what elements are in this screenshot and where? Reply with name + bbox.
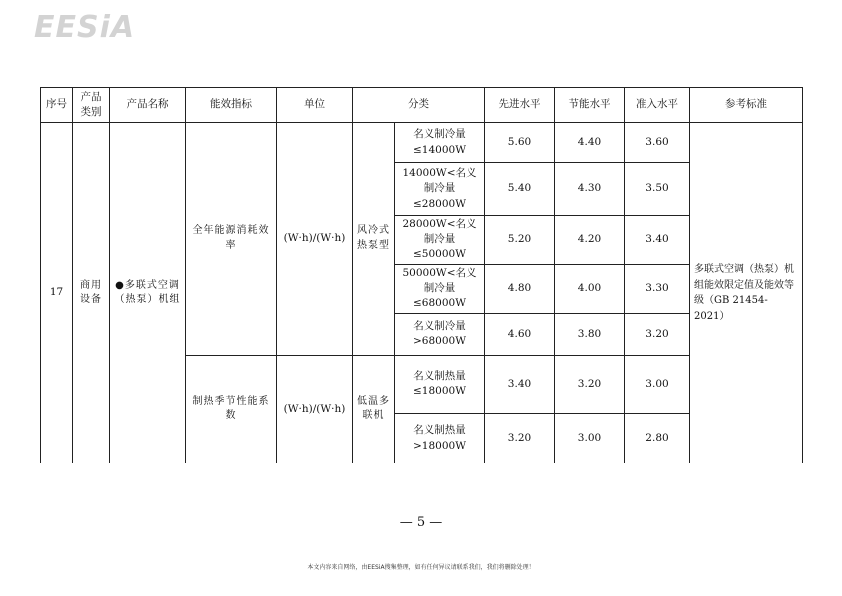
row-product-name: ●多联式空调（热泵）机组 [110, 123, 186, 464]
class-cell: 28000W<名义制冷量≤50000W [395, 215, 485, 264]
saving-value: 4.20 [555, 215, 625, 264]
reference-standard: 多联式空调（热泵）机组能效限定值及能效等级（GB 21454-2021） [690, 123, 803, 464]
indicator-heating: 制热季节性能系数 [186, 355, 277, 463]
advanced-value: 3.20 [485, 414, 555, 463]
class-cell: 14000W<名义制冷量≤28000W [395, 163, 485, 215]
unit-heating: (W·h)/(W·h) [277, 355, 353, 463]
header-energy-saving: 节能水平 [555, 88, 625, 123]
class-cell: 名义制热量≤18000W [395, 355, 485, 413]
saving-value: 4.30 [555, 163, 625, 215]
class-cell: 名义制冷量≤14000W [395, 123, 485, 163]
header-row [41, 88, 803, 123]
saving-value: 3.00 [555, 414, 625, 463]
table-row [41, 123, 803, 163]
footer-notice: 本文内容来自网络，由EESiA搜集整理，如有任何异议请联系我们，我们将删除处理！ [307, 564, 535, 571]
saving-value: 3.80 [555, 313, 625, 355]
access-value: 3.30 [625, 264, 690, 313]
access-value: 3.00 [625, 355, 690, 413]
class-cell: 名义制热量>18000W [395, 414, 485, 463]
advanced-value: 4.60 [485, 313, 555, 355]
header-classification: 分类 [353, 88, 485, 123]
unit-annual: (W·h)/(W·h) [277, 123, 353, 356]
energy-efficiency-table [40, 87, 803, 463]
saving-value: 4.00 [555, 264, 625, 313]
advanced-value: 5.60 [485, 123, 555, 163]
saving-value: 3.20 [555, 355, 625, 413]
brand-logo: EESiA [34, 10, 136, 45]
advanced-value: 4.80 [485, 264, 555, 313]
page-number: — 5 — [399, 515, 443, 530]
class-cell: 名义制冷量>68000W [395, 313, 485, 355]
indicator-annual: 全年能源消耗效率 [186, 123, 277, 356]
access-value: 2.80 [625, 414, 690, 463]
header-access: 准入水平 [625, 88, 690, 123]
access-value: 3.50 [625, 163, 690, 215]
header-unit: 单位 [277, 88, 353, 123]
type-low-temp: 低温多联机 [353, 355, 395, 463]
header-index: 序号 [41, 88, 73, 123]
header-indicator: 能效指标 [186, 88, 277, 123]
header-advanced: 先进水平 [485, 88, 555, 123]
header-category: 产品类别 [73, 88, 110, 123]
access-value: 3.20 [625, 313, 690, 355]
advanced-value: 3.40 [485, 355, 555, 413]
saving-value: 4.40 [555, 123, 625, 163]
class-cell: 50000W<名义制冷量≤68000W [395, 264, 485, 313]
advanced-value: 5.40 [485, 163, 555, 215]
row-index: 17 [41, 123, 73, 464]
access-value: 3.60 [625, 123, 690, 163]
row-category: 商用设备 [73, 123, 110, 464]
header-reference: 参考标准 [690, 88, 803, 123]
access-value: 3.40 [625, 215, 690, 264]
advanced-value: 5.20 [485, 215, 555, 264]
type-air-cooled: 风冷式热泵型 [353, 123, 395, 356]
header-name: 产品名称 [110, 88, 186, 123]
